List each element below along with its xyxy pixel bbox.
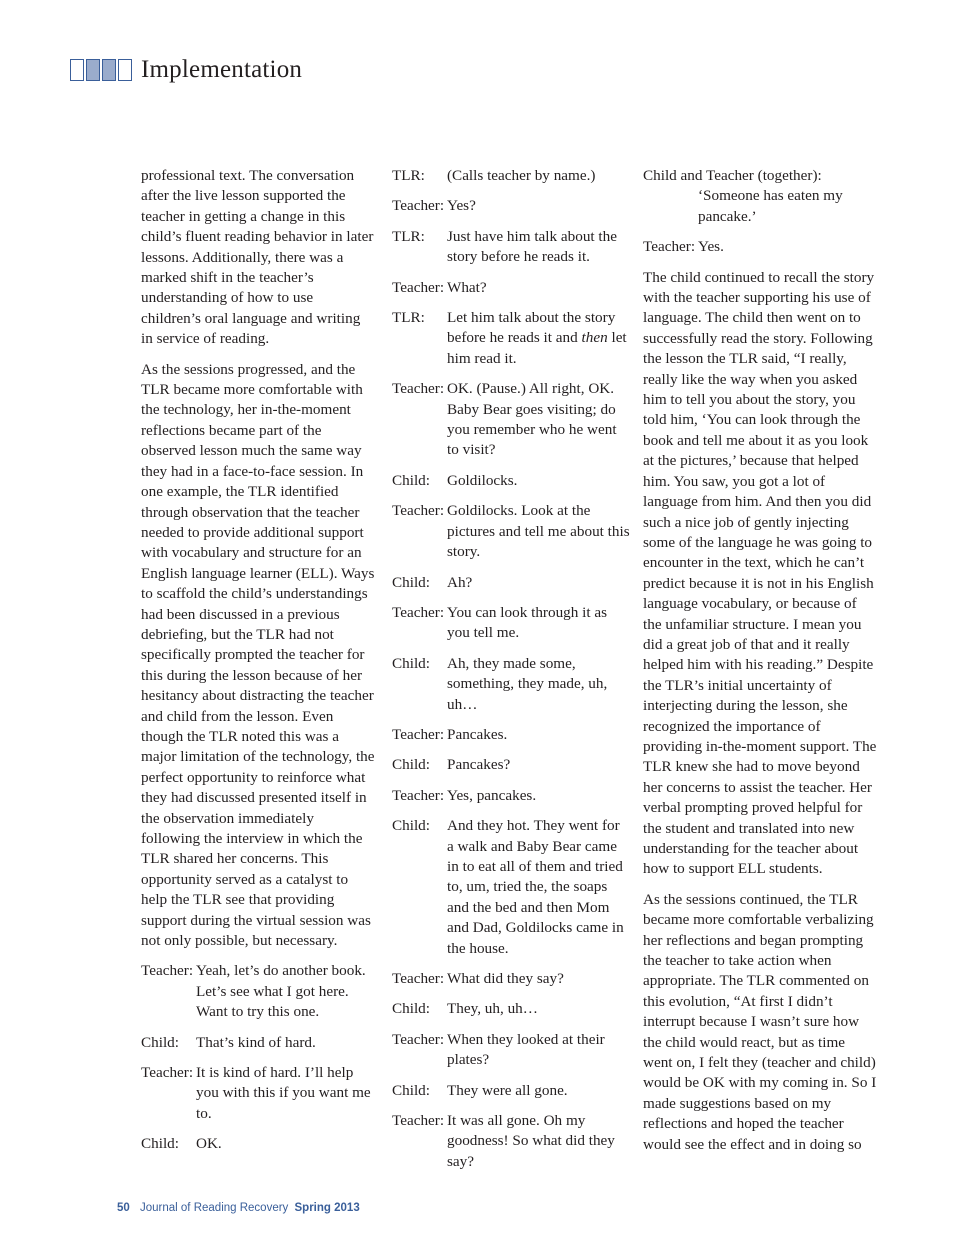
section-marker-icon [70,59,134,81]
issue-label: Spring 2013 [294,1202,360,1214]
dialogue-line: What did they say? [447,970,564,987]
speaker-label: Teacher: [141,962,194,980]
speaker-label: Teacher: [392,380,445,398]
speaker-label: Child: [392,817,430,835]
dialogue-line: What? [447,278,487,296]
speaker-label: Child: [392,573,430,591]
marker-square [86,59,100,81]
body-paragraph: The child continued to recall the story with the teacher supporting his use of language. The child then went on to successfully read the story. Following the lesson the TLR said, “I really, really like the way when you asked him to tell you about the story, you told him, ‘You can look through the book and tell me about it as you look at the pictures,’ because that helped him. You saw, you got a lot of language from him. And then you did such a nice job of gently injecting some of the language he was going to encounter in the text, which he can’t predict because it is not in his English language vocabulary, or because of the unfamiliar structure. I mean you did a great job of that and it really helped him with his reading.” Despite the TLR’s initial uncertainty of interjecting during the lesson, she recognized the importance of providing in-the-moment support. The TLR knew she had to move beyond her concerns to assist the teacher. Her verbal prompting proved helpful for the student and translated into new understanding for the teacher about how to support ELL students. [643,268,877,878]
speaker-label: Teacher: [141,1064,194,1082]
speaker-label: Teacher: [392,197,445,215]
dialogue-line: And they hot. They went for a walk and Baby Bear came in to eat all of them and tried to, um, tried the, the soaps and the bed and then Mom and Dad, Goldilocks came in the house. [447,817,624,957]
page-header [70,56,302,84]
dialogue-line: You can look through it as you tell me. [447,603,608,642]
speaker-label: TLR: [392,309,425,327]
column-1 [141,166,375,1165]
dialogue-turn [392,816,630,959]
speaker-label: Teacher: [392,502,445,520]
dialogue-turn [392,308,630,369]
dialogue-line: That’s kind of hard. [196,1033,316,1051]
dialogue-turn [643,237,878,257]
dialogue-turn [392,755,630,775]
dialogue-line: When they looked at their plates? [447,1030,605,1069]
speaker-label: Teacher: [392,603,445,621]
dialogue-line: ‘Someone has eaten my pancake.’ [698,187,843,225]
dialogue-turn [392,725,630,745]
speaker-label: Child: [141,1135,179,1153]
dialogue-line: Yes. [698,238,724,256]
dialogue-turn [392,654,630,715]
body-paragraph: As the sessions continued, the TLR became more comfortable verbalizing her reflections and began prompting the teacher to take action when appropriate. The TLR commented on this evolution, “At first I didn’t interrupt because I wasn’t sure how the child would react, but as time went on, I felt they (teacher and child) would be OK with my coming in. So I made suggestions based on my reflections and hoped the teacher would see the effect and in doing so [643,890,877,1153]
dialogue-line: Yes, pancakes. [447,786,537,804]
speaker-label: Teacher: [392,725,445,743]
marker-square [70,59,84,81]
dialogue-turn [392,1081,630,1101]
speaker-label: Teacher: [392,1030,445,1048]
dialogue-line: Ah, they made some, something, they made, uh, uh… [447,654,608,713]
dialogue-turn [392,603,630,644]
dialogue-turn [392,999,630,1019]
dialogue-turn [392,278,630,298]
dialogue-turn [141,1134,375,1154]
dialogue-turn [392,786,630,806]
dialogue-line: It was all gone. Oh my goodness! So what did they say? [447,1112,615,1170]
dialogue-turn [392,969,630,989]
dialogue-line: Pancakes. [447,725,508,743]
speaker-label: TLR: [392,227,425,245]
dialogue-line: Goldilocks. [447,471,518,489]
dialogue-line: Goldilocks. Look at the pictures and tell me about this story. [447,502,630,561]
marker-square [102,59,116,81]
dialogue-turn [141,1063,375,1124]
dialogue-turn [141,1033,375,1053]
speaker-label: Child: [392,756,430,774]
dialogue-line: OK. [196,1135,222,1153]
page-footer [117,1202,360,1214]
dialogue-line: They were all gone. [447,1081,568,1099]
dialogue-line: Pancakes? [447,756,511,774]
body-paragraph: professional text. The conversation after the live lesson supported the teacher in getting a change in this child’s fluent reading behavior in later lessons. Additionally, there was a marked shift in the teacher’s understanding of how to use children’s oral language and writing in service of reading. [141,167,374,348]
dialogue-line: Ah? [447,573,473,591]
dialogue-turn [392,166,630,186]
column-3 [643,166,878,1165]
dialogue-line: Just have him talk about the story before he reads it. [447,227,617,266]
column-2 [392,166,630,1182]
dialogue-turn [392,501,630,562]
speaker-label: Teacher: [392,786,445,804]
speaker-label: Child: [392,1081,430,1099]
speaker-label: Child: [392,654,430,672]
dialogue-turn [392,1111,630,1172]
dialogue-line: (Calls teacher by name.) [447,167,596,184]
dialogue-line: OK. (Pause.) All right, OK. Baby Bear goes visiting; do you remember who he went to visit? [447,380,617,459]
dialogue-turn [392,471,630,491]
speaker-label: Teacher: [392,278,445,296]
speaker-label: Child: [141,1033,179,1051]
speaker-label: Child: [392,471,430,489]
body-paragraph: As the sessions progressed, and the TLR became more comfortable with the technology, her in-the-moment reflections became part of the observed lesson much the same way they had in a face-to-face session. In one example, the TLR identified through observation that the teacher needed to provide additional support with vocabulary and structure for an English language learner (ELL). Ways to scaffold the child’s understandings had been discussed in a previous debriefing, but the TLR had not specifically prompted the teacher for this during the lesson because of her hesitancy about distracting the teacher and child from the lesson. Even though the TLR noted this was a major limitation of the technology, the perfect opportunity to reinforce what they had discussed presented itself in the observation immediately following the interview in which the TLR shared her concerns. This opportunity served as a catalyst to help the TLR see that providing support during the virtual session was not only possible, but necessary. [141,360,375,950]
journal-name: Journal of Reading Recovery [140,1202,289,1214]
dialogue-turn [392,379,630,461]
dialogue-turn [392,573,630,593]
dialogue-line: Yeah, let’s do another book. Let’s see what I got here. Want to try this one. [196,962,366,1021]
dialogue-turn [141,961,375,1022]
dialogue-turn [643,166,878,227]
speaker-label: Child and Teacher (together): [643,167,822,184]
page-number: 50 [117,1202,130,1214]
dialogue-line: Yes? [447,197,476,215]
speaker-label: TLR: [392,167,425,184]
dialogue-line: They, uh, uh… [447,1000,538,1018]
section-title: Implementation [141,56,303,83]
marker-square [118,59,132,81]
dialogue-line: Let him talk about the story before he reads it and then let him read it. [447,309,627,367]
dialogue-turn [392,196,630,216]
speaker-label: Teacher: [392,1112,445,1130]
dialogue-turn [392,227,630,268]
dialogue-line: It is kind of hard. I’ll help you with this if you want me to. [196,1064,371,1122]
speaker-label: Teacher: [643,238,696,256]
speaker-label: Teacher: [392,970,445,987]
speaker-label: Child: [392,1000,430,1018]
dialogue-turn [392,1030,630,1071]
